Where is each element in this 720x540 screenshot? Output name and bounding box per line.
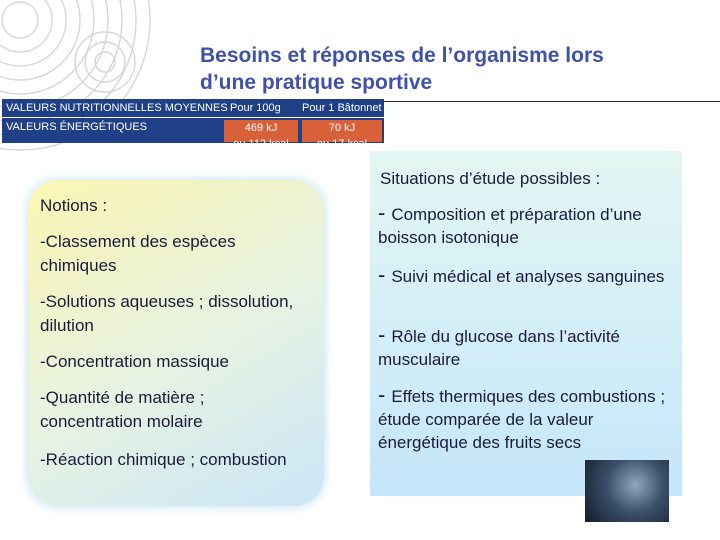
title-line-2: d’une pratique sportive — [200, 71, 433, 94]
nutrition-label-image — [2, 99, 384, 150]
dash-marker: - — [378, 200, 386, 225]
notions-panel — [28, 180, 324, 506]
situation-item — [378, 383, 678, 454]
situation-item-text: Effets thermiques des combustions ; étude comparée de la valeur énergétique des fruits secs — [378, 387, 666, 452]
dash-marker: - — [378, 322, 386, 347]
energy-per-100g-kcal: ou 112 kcal — [233, 138, 289, 150]
notion-item: -Réaction chimique ; combustion — [40, 450, 287, 469]
notion-item: -Concentration massique — [40, 352, 229, 371]
notion-item: -Classement des espèces chimiques — [40, 232, 236, 275]
energy-per-100g-cell — [224, 120, 298, 150]
per-100g-header: Pour 100g — [230, 102, 281, 114]
situation-item-text: Composition et préparation d’une boisson isotonique — [378, 205, 642, 247]
energy-values-label: VALEURS ÉNERGÉTIQUES — [6, 121, 147, 133]
page-title — [200, 42, 700, 96]
per-bar-header: Pour 1 Bâtonnet — [302, 102, 382, 114]
energy-values-row — [2, 118, 384, 150]
dash-marker: - — [378, 382, 386, 407]
energy-per-bar-cell — [302, 120, 382, 150]
energy-per-100g-kj: 469 kJ — [244, 122, 278, 134]
energy-per-bar-kj: 70 kJ — [328, 122, 356, 134]
notion-item: -Solutions aqueuses ; dissolution, dilution — [40, 292, 294, 335]
dash-marker: - — [378, 262, 386, 287]
notions-heading: Notions : — [40, 196, 108, 215]
athlete-drinking-photo — [585, 460, 669, 522]
title-line-1: Besoins et réponses de l’organisme lors — [200, 44, 604, 67]
situation-item-text: Suivi médical et analyses sanguines — [391, 267, 665, 286]
situation-item — [378, 201, 678, 249]
situation-item — [378, 263, 678, 288]
nutrition-header-label: VALEURS NUTRITIONNELLES MOYENNES — [6, 102, 228, 114]
situation-item-text: Rôle du glucose dans l’activité musculaire — [378, 327, 621, 369]
situations-heading: Situations d’étude possibles : — [380, 169, 601, 188]
notion-item: -Quantité de matière ; concentration molaire — [40, 388, 205, 431]
situations-panel — [370, 151, 682, 496]
energy-per-bar-kcal: ou 17 kcal — [316, 138, 368, 150]
situation-item — [378, 323, 678, 371]
nutrition-header-row — [2, 99, 384, 117]
